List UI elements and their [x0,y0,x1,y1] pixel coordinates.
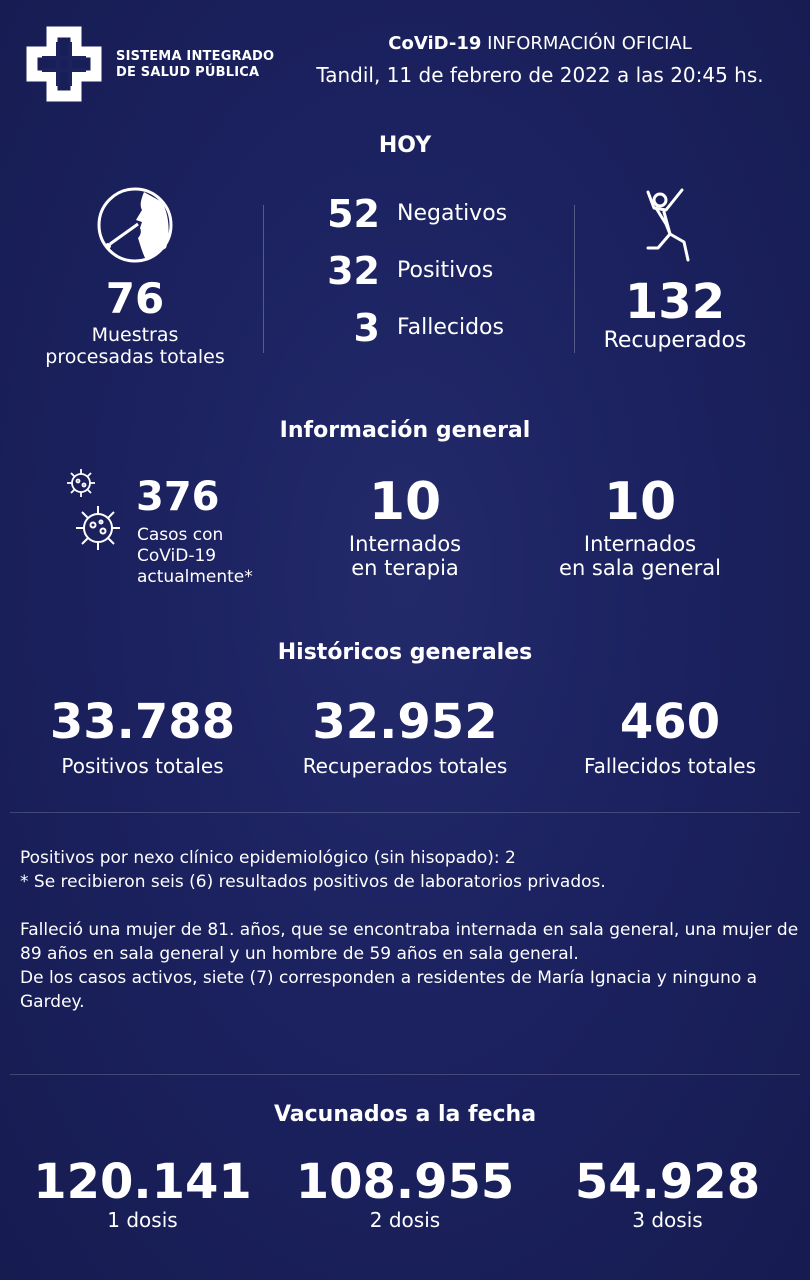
virus-icon [64,466,98,500]
historicos-title: Históricos generales [277,640,533,665]
virus-icon [72,502,124,554]
historico-positivos-label: Positivos totales [61,754,224,778]
header-title [320,33,760,54]
terapia-label-line1: Internados [348,532,462,556]
negativos-value: 52 [327,192,380,236]
note-line: Positivos por nexo clínico epidemiológico (sin hisopado): 2 [20,848,516,868]
historico-positivos-value: 33.788 [49,694,236,750]
hoy-title: HOY [378,133,432,158]
muestras-label-line2: procesadas totales [45,346,225,368]
recuperados-value: 132 [624,274,726,330]
dosis2-label: 2 dosis [369,1208,441,1232]
casos-value: 376 [136,474,220,520]
header-date: Tandil, 11 de febrero de 2022 a las 20:45 hs. [316,63,764,87]
casos-label [137,525,253,588]
dosis3-label: 3 dosis [632,1208,703,1232]
swab-test-icon [96,186,174,264]
historico-fallecidos-label: Fallecidos totales [583,754,757,778]
logo-text-line2: DE SALUD PÚBLICA [116,65,260,80]
positivos-label: Positivos [397,258,494,283]
logo-text-line1: SISTEMA INTEGRADO [116,49,275,64]
header-title-rest: INFORMACIÓN OFICIAL [481,33,692,54]
muestras-label-line1: Muestras [91,324,179,346]
dosis1-value: 120.141 [33,1154,252,1210]
historico-fallecidos-value: 460 [619,694,721,750]
notes-block [20,846,800,1014]
note-line: Falleció una mujer de 81. años, que se encontraba internada en sala general, una mujer de 89 años en sala general y un hombre de 59 años en sala general. [20,920,799,964]
recuperados-label: Recuperados [603,328,747,353]
fallecidos-label: Fallecidos [397,315,504,340]
divider [263,205,264,353]
divider [10,812,800,813]
historico-recuperados-value: 32.952 [312,694,498,750]
logo-text [116,49,274,81]
recovered-person-icon [642,184,708,264]
divider [574,205,575,353]
sala-label [535,532,745,580]
historico-recuperados-label: Recuperados totales [302,754,508,778]
dosis3-value: 54.928 [574,1154,761,1210]
muestras-value: 76 [105,274,165,323]
note-line: De los casos activos, siete (7) corresponden a residentes de María Ignacia y ninguno a Gardey. [20,968,758,1012]
vacunados-title: Vacunados a la fecha [273,1102,537,1127]
divider [10,1074,800,1075]
casos-label-line2: CoViD-19 [137,546,217,566]
header-title-bold: CoViD-19 [388,33,482,54]
terapia-label-line2: en terapia [351,556,459,580]
casos-label-line3: actualmente* [137,567,253,587]
dosis1-label: 1 dosis [107,1208,178,1232]
fallecidos-value: 3 [353,306,380,350]
general-title: Información general [279,418,531,443]
muestras-label [30,324,240,368]
sala-label-line2: en sala general [559,556,721,580]
sisp-logo-icon [22,22,106,106]
dosis2-value: 108.955 [295,1154,515,1210]
note-line: * Se recibieron seis (6) resultados positivos de laboratorios privados. [20,872,606,892]
sala-value: 10 [603,472,677,532]
casos-label-line1: Casos con [137,525,224,545]
terapia-value: 10 [368,472,442,532]
positivos-value: 32 [327,249,380,293]
terapia-label [310,532,500,580]
negativos-label: Negativos [397,201,508,226]
sala-label-line1: Internados [583,532,697,556]
